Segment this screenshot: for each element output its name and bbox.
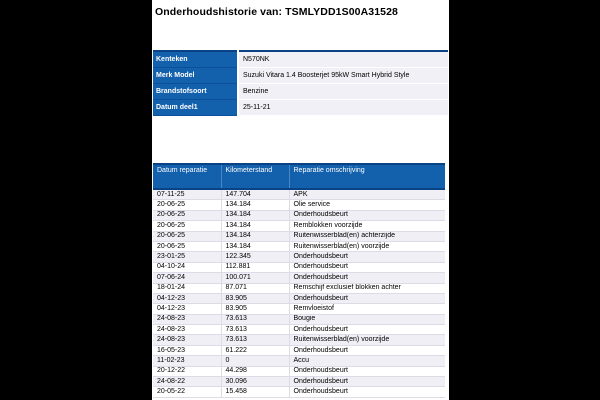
cell-km: 44.298 (221, 366, 289, 376)
cell-km: 0 (221, 356, 289, 366)
table-row (153, 189, 445, 200)
cell-date: 24-08-22 (153, 377, 221, 387)
vehicle-info-value: N570NK (238, 51, 448, 68)
cell-desc: Ruitenwisserblad(en) achterzijde (289, 231, 445, 241)
cell-desc: Onderhoudsbeurt (289, 387, 445, 397)
cell-km: 87.071 (221, 283, 289, 293)
table-row (153, 200, 445, 210)
cell-date: 20-06-25 (153, 221, 221, 231)
table-row (153, 335, 445, 345)
table-row (153, 304, 445, 314)
cell-date: 18-01-24 (153, 283, 221, 293)
cell-date: 24-08-23 (153, 335, 221, 345)
cell-desc: Onderhoudsbeurt (289, 325, 445, 335)
cell-desc: Ruitenwisserblad(en) voorzijde (289, 241, 445, 251)
table-row (153, 252, 445, 262)
cell-desc: Onderhoudsbeurt (289, 273, 445, 283)
table-row (153, 377, 445, 387)
table-row (153, 241, 445, 251)
cell-desc: Onderhoudsbeurt (289, 252, 445, 262)
cell-desc: Onderhoudsbeurt (289, 262, 445, 272)
cell-km: 83.905 (221, 293, 289, 303)
table-row (153, 345, 445, 355)
cell-date: 20-06-25 (153, 200, 221, 210)
cell-km: 122.345 (221, 252, 289, 262)
cell-date: 04-10-24 (153, 262, 221, 272)
table-row (153, 356, 445, 366)
cell-km: 73.613 (221, 335, 289, 345)
cell-desc: Onderhoudsbeurt (289, 366, 445, 376)
cell-date: 07-06-24 (153, 273, 221, 283)
vehicle-info-value: Benzine (238, 84, 448, 100)
cell-km: 134.184 (221, 221, 289, 231)
cell-date: 07-11-25 (153, 189, 221, 200)
table-row (153, 262, 445, 272)
column-header-km: Kilometerstand (221, 164, 289, 189)
table-row (153, 387, 445, 397)
cell-date: 16-05-23 (153, 345, 221, 355)
cell-date: 20-06-25 (153, 231, 221, 241)
table-row (153, 231, 445, 241)
cell-desc: Remvloeistof (289, 304, 445, 314)
vehicle-info-label: Kenteken (153, 51, 238, 68)
vehicle-info-row (153, 100, 448, 116)
vehicle-info-row (153, 84, 448, 100)
table-row (153, 325, 445, 335)
cell-km: 61.222 (221, 345, 289, 355)
page-title: Onderhoudshistorie van: TSMLYDD1S00A31528 (155, 6, 398, 18)
cell-date: 11-02-23 (153, 356, 221, 366)
cell-desc: APK (289, 189, 445, 200)
cell-date: 20-06-25 (153, 210, 221, 220)
cell-date: 04-12-23 (153, 304, 221, 314)
cell-desc: Onderhoudsbeurt (289, 377, 445, 387)
cell-km: 73.613 (221, 325, 289, 335)
table-row (153, 314, 445, 324)
table-row (153, 273, 445, 283)
cell-km: 15.458 (221, 387, 289, 397)
vehicle-info-body (153, 51, 448, 116)
history-table-header (153, 164, 445, 189)
cell-desc: Onderhoudsbeurt (289, 210, 445, 220)
cell-desc: Onderhoudsbeurt (289, 293, 445, 303)
cell-km: 100.071 (221, 273, 289, 283)
cell-km: 30.096 (221, 377, 289, 387)
cell-km: 73.613 (221, 314, 289, 324)
vehicle-info-value: 25-11-21 (238, 100, 448, 116)
cell-km: 134.184 (221, 200, 289, 210)
table-row (153, 293, 445, 303)
cell-desc: Ruitenwisserblad(en) voorzijde (289, 335, 445, 345)
table-row (153, 366, 445, 376)
cell-km: 134.184 (221, 241, 289, 251)
cell-desc: Accu (289, 356, 445, 366)
cell-desc: Bougie (289, 314, 445, 324)
vehicle-info-label: Merk Model (153, 68, 238, 84)
vehicle-info-value: Suzuki Vitara 1.4 Boosterjet 95kW Smart Hybrid Style (238, 68, 448, 84)
maintenance-history-table (153, 163, 445, 398)
cell-date: 24-08-23 (153, 314, 221, 324)
cell-desc: Onderhoudsbeurt (289, 345, 445, 355)
cell-desc: Olie service (289, 200, 445, 210)
cell-desc: Remblokken voorzijde (289, 221, 445, 231)
cell-date: 20-12-22 (153, 366, 221, 376)
table-row (153, 210, 445, 220)
vehicle-info-table (153, 50, 448, 116)
vehicle-info-row (153, 51, 448, 68)
cell-km: 134.184 (221, 210, 289, 220)
vehicle-info-label: Brandstofsoort (153, 84, 238, 100)
cell-date: 04-12-23 (153, 293, 221, 303)
column-header-date: Datum reparatie (153, 164, 221, 189)
cell-km: 147.704 (221, 189, 289, 200)
cell-date: 23-01-25 (153, 252, 221, 262)
history-table-body (153, 189, 445, 397)
cell-km: 112.881 (221, 262, 289, 272)
cell-desc: Remschijf exclusief blokken achter (289, 283, 445, 293)
table-row (153, 221, 445, 231)
cell-km: 134.184 (221, 231, 289, 241)
column-header-desc: Reparatie omschrijving (289, 164, 445, 189)
vehicle-info-row (153, 68, 448, 84)
cell-km: 83.905 (221, 304, 289, 314)
report-page (152, 0, 449, 400)
cell-date: 20-05-22 (153, 387, 221, 397)
cell-date: 20-06-25 (153, 241, 221, 251)
vehicle-info-label: Datum deel1 (153, 100, 238, 116)
table-row (153, 283, 445, 293)
cell-date: 24-08-23 (153, 325, 221, 335)
